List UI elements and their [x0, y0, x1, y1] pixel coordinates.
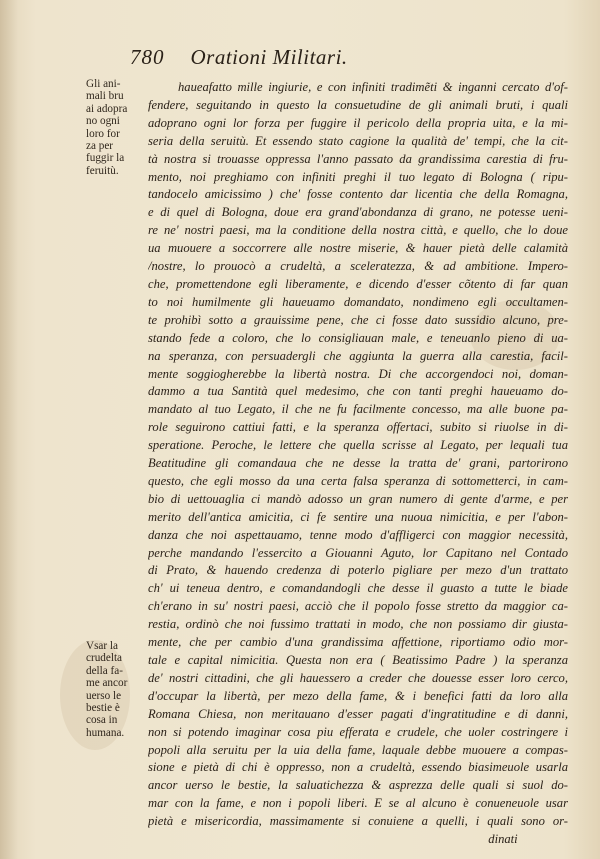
text-line: fendere, seguitando in questo la consuetudine de gli animali bruti, i quali [148, 97, 568, 112]
text-line: perche mandando l'essercito a Giouanni Aguto, lor Capitano nel Contado [148, 545, 568, 560]
text-line: pietà e misericordia, massimamente si conuiene a quelli, i quali sono or- [148, 814, 568, 829]
text-line: questo, che egli mosso da una certa falsa speranza di sottometterci, in cam- [148, 473, 568, 488]
text-line: to noi humilmente gli haueuamo domandato, nondimeno egli occultamen- [148, 294, 568, 309]
margin-note-line: uerso le [86, 689, 122, 702]
text-line: /nostre, lo prouocò a crudeltà, a sceleratezza, & ad ambitione. Impero- [148, 259, 568, 274]
text-line: dinati [488, 832, 518, 847]
text-line: di Prato, & hauendo credenza di poterlo pigliare per mezo d'un trattato [148, 563, 568, 578]
text-line: mar con la fame, e non i popoli liberi. E se al alcuno è conueneuole usar [148, 796, 568, 811]
text-line: che, promettendone egli liberamente, e dicendo d'esser cõtento di far quan [148, 276, 568, 291]
text-line: Beatitudine gli comandaua che ne desse la tratta de' grani, partorirono [148, 456, 568, 471]
margin-note-line: bestie è [86, 702, 120, 715]
margin-note-line: ai adopra [86, 102, 128, 115]
page-header [130, 36, 570, 70]
text-line: ch'erano in su' nostri paesi, acciò che il popolo fosse stretto da maggior ca- [148, 599, 568, 614]
margin-note-line: humana. [86, 726, 125, 739]
text-line: tale e capital nimicitia. Questa non era ( Beatissimo Padre ) la speranza [148, 653, 568, 667]
margin-note-line: loro for [86, 127, 120, 140]
text-line: mandato al tuo Legato, il che ne fu facilmente concesso, ma alle buone pa- [148, 402, 568, 417]
text-line: mente soggiogherebbe la libertà nostra. Di che accorgendoci noi, doman- [148, 366, 568, 381]
text-line: ancor uerso le bestie, la saluatichezza & asprezza delle quali si suol do- [148, 778, 568, 793]
text-line: speratione. Peroche, le lettere che quella scrisse al Legato, per lequali tua [148, 438, 568, 453]
margin-note-line: Vsar la [86, 640, 118, 652]
text-line: ch' ui teneua dentro, e comandandogli che desse il guasto a tutte le biade [148, 581, 568, 596]
text-line: Romana Chiesa, non meritauano d'esser pagati d'ingratitudine e di danni, [148, 706, 568, 721]
text-line: na speranza, con persuadergli che aggiunta la guerra alla carestia, facil- [148, 348, 568, 363]
text-line: haueafatto mille ingiurie, e con infiniti tradimẽti & inganni cercato d'of- [178, 80, 568, 94]
text-line: sione e pietà di chi è oppresso, non a crudeltà, essendo biasimeuole usarla [148, 760, 568, 775]
text-line: merito dell'antica amicitia, ci fe sentire una nuoua nimicitia, e per l'abon- [148, 509, 568, 524]
page-gutter-shadow [0, 0, 18, 859]
text-line: role seguirono cattiui fatti, e la speranza offertaci, subito si riuolse in di- [148, 420, 568, 435]
margin-note-line: della fa- [86, 664, 123, 677]
text-line: dammo a tua Santità quel medesimo, che con tanti preghi haueuamo do- [148, 384, 568, 399]
text-line: stando fede a coloro, che lo consigliauan male, e teneuanlo pieno di ua- [148, 330, 568, 345]
text-line: tandocelo amicissimo ) che' fosse contento dar licentia che della Romagna, [148, 187, 568, 202]
text-line: mento, noi preghiamo con infiniti preghi il tuo legato di Bologna ( ripu- [148, 169, 568, 184]
margin-note-line: fuggir la [86, 152, 125, 165]
text-line: seria della seruitù. Et essendo stato cagione la qualità de' tempi, che la cit- [148, 133, 568, 148]
text-line: tà nostra si trouasse oppressa l'anno passato da grandissima carestia di fru- [148, 151, 568, 166]
margin-note [86, 640, 146, 739]
text-line: restia, ordinò che noi fussimo trattati in modo, che non possiamo dir giusta- [148, 617, 568, 632]
text-line: ua muouere a soccorrere alle nostre miserie, & hauer pietà delle calamità [148, 241, 568, 256]
body-text [148, 79, 568, 849]
text-line: d'occupar la libertà, per mezo della fame, & i benefici fatti da loro alla [148, 688, 568, 703]
margin-note-line: mali bru [86, 90, 124, 103]
margin-note-line: Gli ani- [86, 78, 121, 90]
text-line: de' nostri cittadini, che gli hauessero a creder che douesse esser loro cerco, [148, 670, 568, 685]
text-line: re ne' nostri paesi, ma la conditione della nostra città, e quello, che lo doue [148, 223, 568, 238]
margin-note-line: me ancor [86, 677, 128, 690]
margin-note-line: za per [86, 140, 114, 153]
text-line: mente, che per cambio d'una grandissima affettione, riportiamo odio mor- [148, 635, 568, 650]
text-line: e di quel di Bologna, doue era grand'abondanza di grano, ne potesse ueni- [148, 205, 568, 220]
text-line: danza che noi aspettauamo, tenne modo d'affligerci con maggior necessità, [148, 527, 568, 542]
text-line: te prohibì sotto a grauissime pene, che ci fosse dato sussidio alcuno, pre- [148, 312, 568, 327]
margin-note-line: cosa in [86, 714, 118, 727]
margin-note-line: feruitù. [86, 164, 119, 177]
margin-note [86, 78, 146, 177]
margin-note-line: crudelta [86, 652, 123, 665]
text-line: non si potendo imaginar cosa piu efferata e crudele, che uoler costringere i [148, 724, 568, 739]
text-line: popoli alla seruitu per la uia della fame, laquale debbe muouere a compas- [148, 742, 568, 757]
text-line: bio di uettouaglia ci mandò adosso un gran numero di gente d'arme, e per [148, 491, 568, 506]
margin-note-line: no ogni [86, 115, 120, 128]
page-number: 780 [130, 45, 165, 69]
running-head: Orationi Militari. [190, 45, 348, 69]
text-line: adoprano ogni lor forza per fuggire il pericolo della propria uita, e la mi- [148, 115, 568, 130]
